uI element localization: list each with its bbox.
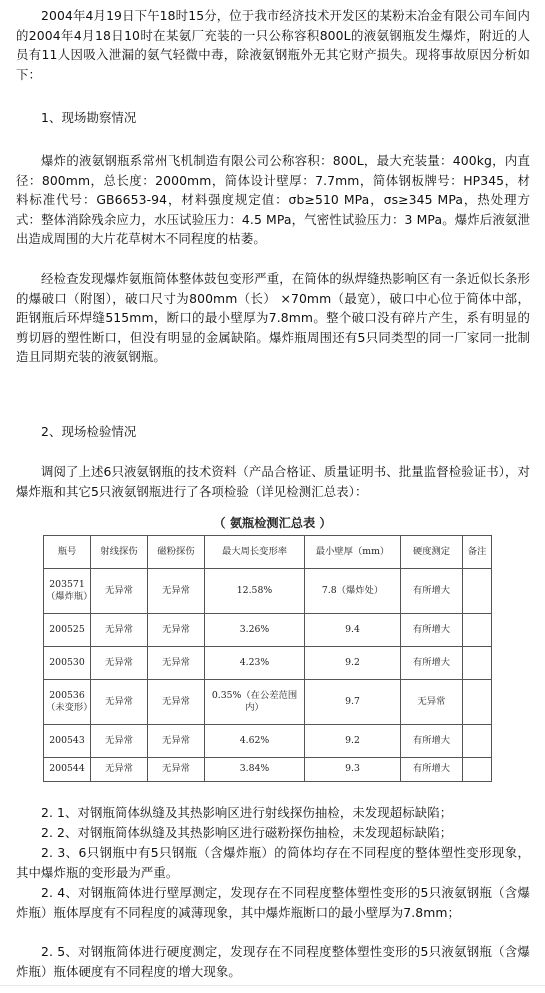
cell-thickness: 9.2 xyxy=(305,647,401,680)
cell-note xyxy=(463,614,492,647)
cell-hardness: 有所增大 xyxy=(401,647,463,680)
cell-magnetic: 无异常 xyxy=(148,725,205,758)
item-2-1: 2. 1、对钢瓶简体纵缝及其热影响区进行射线探伤抽检，未发现超标缺陷； xyxy=(41,805,453,820)
cell-magnetic: 无异常 xyxy=(148,647,205,680)
item-2-4: 2. 4、对钢瓶简体进行壁厚测定，发现存在不同程度整体塑性变形的5只液氨钢瓶（含爆炸瓶）瓶体厚度有不同程度的减薄现象，其中爆炸瓶断口的最小壁厚为7.8mm； xyxy=(16,885,530,920)
cell-magnetic: 无异常 xyxy=(148,758,205,782)
cell-hardness: 无异常 xyxy=(401,680,463,725)
cell-radiographic: 无异常 xyxy=(91,680,148,725)
cell-hardness: 有所增大 xyxy=(401,725,463,758)
cell-cylinder-id: 200543 xyxy=(44,725,91,758)
cell-deformation: 3.84% xyxy=(205,758,305,782)
table-row xyxy=(44,680,492,725)
item-2-3: 2. 3、6只钢瓶中有5只钢瓶（含爆炸瓶）的简体均存在不同程度的整体塑性变形现象，其中爆炸瓶的变形最为严重。 xyxy=(16,845,530,880)
cell-note xyxy=(463,569,492,614)
item-2-5: 2. 5、对钢瓶简体进行硬度测定，发现存在不同程度整体塑性变形的5只液氨钢瓶（含爆炸瓶）瓶体硬度有不同程度的增大现象。 xyxy=(16,944,530,979)
cell-radiographic: 无异常 xyxy=(91,614,148,647)
cell-deformation: 0.35%（在公差范围内） xyxy=(205,680,305,725)
cell-cylinder-id: 200536（未变形） xyxy=(44,680,91,725)
header-cell: 瓶号 xyxy=(44,536,91,569)
section1-heading: 1、现场勘察情况 xyxy=(41,110,137,125)
cell-note xyxy=(463,758,492,782)
section2-heading: 2、现场检验情况 xyxy=(41,424,137,439)
item-2-2: 2. 2、对钢瓶简体纵缝及其热影响区进行磁粉探伤抽检，未发现超标缺陷； xyxy=(41,825,453,840)
cell-deformation: 4.62% xyxy=(205,725,305,758)
cell-cylinder-id: 200525 xyxy=(44,614,91,647)
table-row xyxy=(44,647,492,680)
page-bottom-divider xyxy=(0,985,545,986)
cell-note xyxy=(463,725,492,758)
cell-note xyxy=(463,680,492,725)
table-row xyxy=(44,614,492,647)
cell-thickness: 7.8（爆炸处） xyxy=(305,569,401,614)
cell-thickness: 9.3 xyxy=(305,758,401,782)
cell-deformation: 4.23% xyxy=(205,647,305,680)
cell-magnetic: 无异常 xyxy=(148,569,205,614)
table-header-row xyxy=(44,536,492,569)
cell-radiographic: 无异常 xyxy=(91,725,148,758)
cell-cylinder-id: 203571（爆炸瓶） xyxy=(44,569,91,614)
cell-deformation: 12.58% xyxy=(205,569,305,614)
header-cell: 备注 xyxy=(463,536,492,569)
section1-paragraph-1: 爆炸的液氨钢瓶系常州飞机制造有限公司公称容积：800L，最大充装量：400kg，内直径：800mm，总长度：2000mm，简体设计壁厚：7.7mm，简体钢板牌号：HP345，材料标准代号：GB6653-94，材料强度规定值：σb≥510 MPa，σs≥345 MPa，热处理方式：整体消除残余应力，水压试验压力：4.5 MPa，气密性试验压力：3 MPa。爆炸后液氨泄出造成周围的大片花草树木不同程度的枯萎。 xyxy=(16,153,530,247)
header-cell: 射线探伤 xyxy=(91,536,148,569)
header-cell: 最大周长变形率 xyxy=(205,536,305,569)
table-title: （ 氨瓶检测汇总表 ） xyxy=(213,516,332,530)
cell-hardness: 有所增大 xyxy=(401,569,463,614)
cell-note xyxy=(463,647,492,680)
cell-cylinder-id: 200530 xyxy=(44,647,91,680)
cell-hardness: 有所增大 xyxy=(401,758,463,782)
header-cell: 硬度测定 xyxy=(401,536,463,569)
cell-deformation: 3.26% xyxy=(205,614,305,647)
table-row xyxy=(44,569,492,614)
header-cell: 最小壁厚（mm） xyxy=(305,536,401,569)
cell-thickness: 9.2 xyxy=(305,725,401,758)
cell-magnetic: 无异常 xyxy=(148,680,205,725)
cell-radiographic: 无异常 xyxy=(91,647,148,680)
intro-paragraph: 2004年4月19日下午18时15分，位于我市经济技术开发区的某粉末冶金有限公司车间内的2004年4月18日10时在某氨厂充装的一只公称容积800L的液氨钢瓶发生爆炸，附近的人员有11人因吸入泄漏的氨气轻微中毒，除液氨钢瓶外无其它财产损失。现将事故原因分析如下： xyxy=(16,8,530,82)
table-row xyxy=(44,758,492,782)
cell-radiographic: 无异常 xyxy=(91,569,148,614)
section2-paragraph-1: 调阅了上述6只液氨钢瓶的技术资料（产品合格证、质量证明书、批量监督检验证书），对爆炸瓶和其它5只液氨钢瓶进行了各项检验（详见检测汇总表）： xyxy=(16,464,530,499)
cell-cylinder-id: 200544 xyxy=(44,758,91,782)
cell-radiographic: 无异常 xyxy=(91,758,148,782)
cell-thickness: 9.7 xyxy=(305,680,401,725)
header-cell: 磁粉探伤 xyxy=(148,536,205,569)
cell-magnetic: 无异常 xyxy=(148,614,205,647)
inspection-summary-table xyxy=(43,535,492,782)
table-row xyxy=(44,725,492,758)
cell-thickness: 9.4 xyxy=(305,614,401,647)
cell-hardness: 有所增大 xyxy=(401,614,463,647)
section1-paragraph-2: 经检查发现爆炸氨瓶简体整体鼓包变形严重，在简体的纵焊缝热影响区有一条近似长条形的爆破口（附图），破口尺寸为800mm（长） ×70mm（最宽），破口中心位于简体中部，距钢瓶后环焊缝515mm，断口的最小壁厚为7.8mm。整个破口没有碎片产生，系有明显的剪切唇的塑性断口，但没有明显的金属缺陷。爆炸瓶周围还有5只同类型的同一厂家同一批制造且同期充装的液氨钢瓶。 xyxy=(16,271,530,365)
